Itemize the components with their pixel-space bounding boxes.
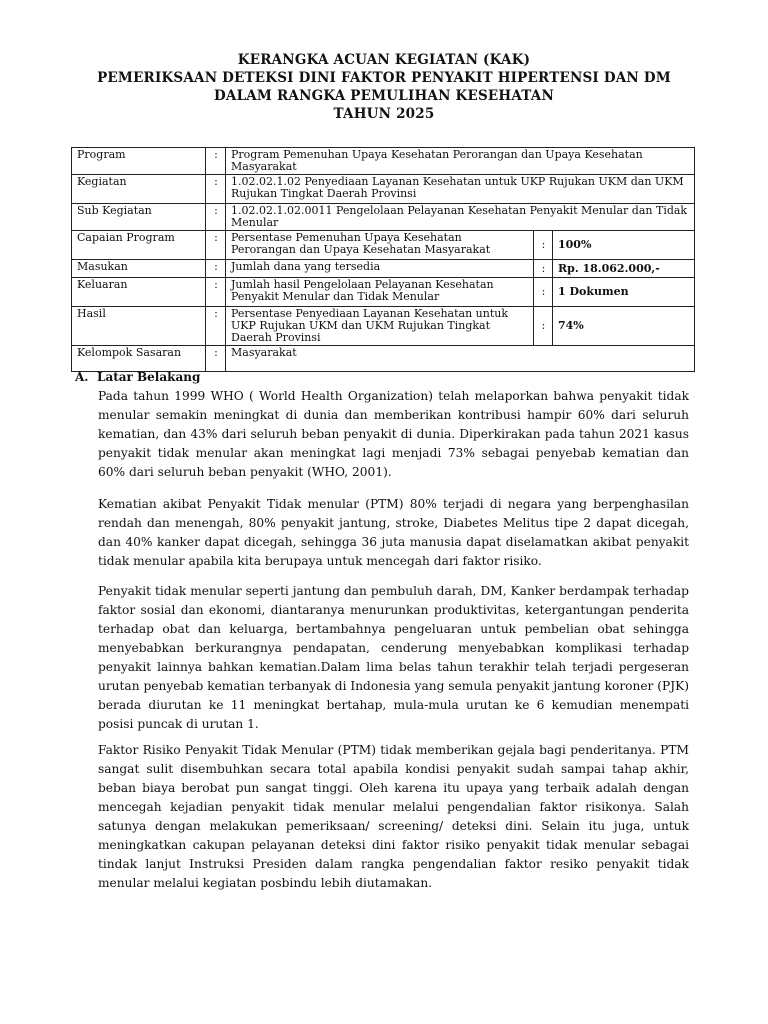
- row-label: Keluaran: [72, 278, 206, 307]
- row-colon: :: [206, 204, 226, 231]
- row-value: Program Pemenuhan Upaya Kesehatan Perorangan dan Upaya Kesehatan Masyarakat: [226, 148, 695, 175]
- row-label: Capaian Program: [72, 231, 206, 260]
- row-target: 100%: [553, 231, 695, 260]
- row-value: 1.02.02.1.02 Penyediaan Layanan Kesehatan untuk UKP Rujukan UKM dan UKM Rujukan Tingkat Daerah Provinsi: [226, 175, 695, 204]
- document-title-line-3: DALAM RANGKA PEMULIHAN KESEHATAN: [213, 88, 555, 104]
- table-row-kelompok-sasaran: [72, 346, 695, 372]
- section-heading-latar-belakang: [75, 370, 200, 384]
- row-value: 1.02.02.1.02.0011 Pengelolaan Pelayanan Kesehatan Penyakit Menular dan Tidak Menular: [226, 204, 695, 231]
- row-target: Rp. 18.062.000,-: [553, 260, 695, 278]
- section-title: Latar Belakang: [97, 370, 201, 384]
- row-colon: :: [206, 231, 226, 260]
- document-title-line-1: KERANGKA ACUAN KEGIATAN (KAK): [237, 52, 531, 68]
- row-value: Persentase Penyediaan Layanan Kesehatan untuk UKP Rujukan UKM dan UKM Rujukan Tingkat Daerah Provinsi: [226, 307, 534, 346]
- row-colon-target: :: [534, 307, 553, 346]
- table-row-keluaran: [72, 278, 695, 307]
- row-colon-target: :: [534, 260, 553, 278]
- row-value: Jumlah hasil Pengelolaan Pelayanan Kesehatan Penyakit Menular dan Tidak Menular: [226, 278, 534, 307]
- row-colon: :: [206, 307, 226, 346]
- row-colon: :: [206, 278, 226, 307]
- row-target: 74%: [553, 307, 695, 346]
- paragraph-3: Penyakit tidak menular seperti jantung dan pembuluh darah, DM, Kanker berdampak terhadap faktor sosial dan ekonomi, diantaranya menurunkan produktivitas, ketergantungan penderita terhadap obat dan keluarga, bertambahnya pengeluaran untuk pembelian obat sehingga menyebabkan berkurangnya pendapatan, cenderung menyebabkan komplikasi terhadap penyakit lainnya bahkan kematian.Dalam lima belas tahun terakhir telah terjadi pergeseran urutan penyebab kematian terbanyak di Indonesia yang semula penyakit jantung koroner (PJK) berada diurutan ke 11 meningkat bertahap, mula-mula urutan ke 6 kemudian menempati posisi puncak di urutan 1.: [98, 584, 689, 731]
- document-title-line-2: PEMERIKSAAN DETEKSI DINI FAKTOR PENYAKIT HIPERTENSI DAN DM: [97, 70, 671, 86]
- table-row-capaian-program: [72, 231, 695, 260]
- row-colon: :: [206, 260, 226, 278]
- row-colon: :: [206, 148, 226, 175]
- table-row-kegiatan: [72, 175, 695, 204]
- row-label: Program: [72, 148, 206, 175]
- kak-info-table: [71, 147, 695, 372]
- row-label: Hasil: [72, 307, 206, 346]
- row-colon: :: [206, 175, 226, 204]
- row-label: Kelompok Sasaran: [72, 346, 206, 372]
- table-row-sub-kegiatan: [72, 204, 695, 231]
- paragraph-2: Kematian akibat Penyakit Tidak menular (PTM) 80% terjadi di negara yang berpenghasilan rendah dan menengah, 80% penyakit jantung, stroke, Diabetes Melitus tipe 2 dapat dicegah, dan 40% kanker dapat dicegah, sehingga 36 juta manusia dapat diselamatkan akibat penyakit tidak menular apabila kita berupaya untuk mencegah dari faktor risiko.: [98, 497, 689, 568]
- paragraph-1: Pada tahun 1999 WHO ( World Health Organization) telah melaporkan bahwa penyakit tidak menular semakin meningkat di dunia dan memberikan kontribusi hampir 60% dari seluruh kematian, dan 43% dari seluruh beban penyakit di dunia. Diperkirakan pada tahun 2021 kasus penyakit tidak menular akan meningkat lagi menjadi 73% sebagai penyebab kematian dan 60% dari seluruh beban penyakit (WHO, 2001).: [98, 389, 689, 479]
- table-row-masukan: [72, 260, 695, 278]
- row-colon: :: [206, 346, 226, 372]
- row-value: Masyarakat: [226, 346, 695, 372]
- row-value: Jumlah dana yang tersedia: [226, 260, 534, 278]
- row-label: Masukan: [72, 260, 206, 278]
- row-target: 1 Dokumen: [553, 278, 695, 307]
- row-label: Sub Kegiatan: [72, 204, 206, 231]
- row-colon-target: :: [534, 231, 553, 260]
- row-value: Persentase Pemenuhan Upaya Kesehatan Perorangan dan Upaya Kesehatan Masyarakat: [226, 231, 534, 260]
- table-row-hasil: [72, 307, 695, 346]
- table-row-program: [72, 148, 695, 175]
- paragraph-4: Faktor Risiko Penyakit Tidak Menular (PTM) tidak memberikan gejala bagi penderitanya. PTM sangat sulit disembuhkan secara total apabila kondisi penyakit sudah sampai tahap akhir, beban biaya berobat pun sangat tinggi. Oleh karena itu upaya yang terbaik adalah dengan mencegah kejadian penyakit tidak menular melalui pengendalian faktor risikonya. Salah satunya dengan melakukan pemeriksaan/ screening/ deteksi dini. Selain itu juga, untuk meningkatkan cakupan pelayanan deteksi dini faktor risiko penyakit tidak menular sebagai tindak lanjut Instruksi Presiden dalam rangka pengendalian faktor resiko penyakit tidak menular melalui kegiatan posbindu lebih diutamakan.: [98, 743, 689, 890]
- section-letter: A.: [75, 370, 89, 384]
- document-title-year: TAHUN 2025: [333, 106, 435, 122]
- row-label: Kegiatan: [72, 175, 206, 204]
- row-colon-target: :: [534, 278, 553, 307]
